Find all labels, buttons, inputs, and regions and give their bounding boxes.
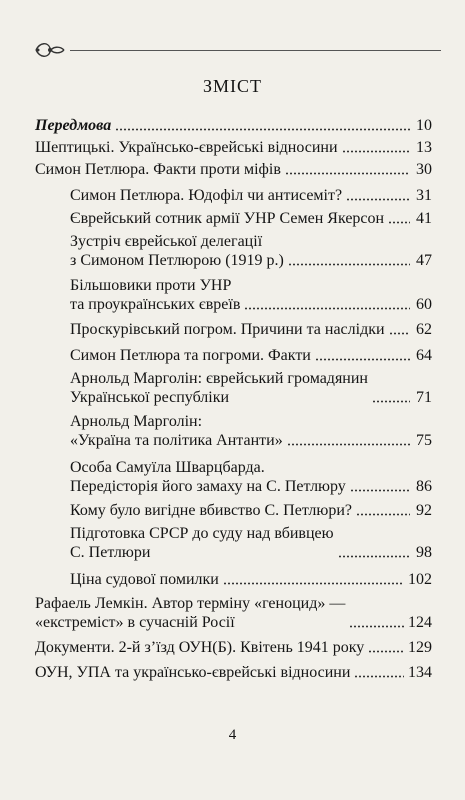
toc-entry-page: 92 bbox=[416, 502, 432, 519]
leader-dots bbox=[350, 489, 410, 492]
toc-entry[interactable] bbox=[35, 160, 432, 179]
toc-entry-title: Документи. 2-й з’їзд ОУН(Б). Квітень 1941 року bbox=[35, 639, 365, 656]
toc-entry[interactable] bbox=[70, 412, 432, 450]
leader-dots bbox=[349, 625, 404, 628]
toc-entry-page: 98 bbox=[416, 544, 432, 561]
toc-entry[interactable] bbox=[70, 232, 432, 270]
toc-entry-page: 13 bbox=[416, 139, 432, 156]
toc-entry[interactable] bbox=[35, 138, 432, 157]
toc-entry[interactable] bbox=[35, 594, 432, 632]
toc-entry[interactable] bbox=[70, 570, 432, 589]
leader-dots bbox=[285, 172, 410, 175]
toc-entry[interactable] bbox=[70, 369, 432, 407]
leader-dots bbox=[356, 513, 410, 516]
leader-dots bbox=[388, 221, 410, 224]
toc-entry-page: 86 bbox=[416, 478, 432, 495]
toc-entry[interactable] bbox=[70, 320, 432, 339]
toc-entry[interactable] bbox=[35, 116, 432, 135]
toc-entry-page: 31 bbox=[416, 187, 432, 204]
toc-entry-page: 102 bbox=[408, 571, 432, 588]
toc-entry-page: 30 bbox=[416, 161, 432, 178]
toc-entry-title: Проскурівський погром. Причини та наслідки bbox=[70, 321, 385, 338]
toc-entry[interactable] bbox=[70, 458, 432, 496]
leader-dots bbox=[346, 198, 410, 201]
toc-entry[interactable] bbox=[35, 663, 432, 682]
leader-dots bbox=[354, 675, 404, 678]
leader-dots bbox=[315, 358, 410, 361]
toc-entry-title: Єврейський сотник армії УНР Семен Якерсон bbox=[70, 210, 385, 227]
toc-entry-page: 62 bbox=[416, 321, 432, 338]
leader-dots bbox=[368, 650, 404, 653]
leader-dots bbox=[115, 128, 410, 131]
top-rule bbox=[70, 50, 441, 51]
toc-entry-title: Симон Петлюра та погроми. Факти bbox=[70, 347, 311, 364]
toc-entry-page: 71 bbox=[416, 389, 432, 406]
toc-entry-title: Симон Петлюра. Факти проти міфів bbox=[35, 161, 281, 178]
toc-entry-title: Ціна судової помилки bbox=[70, 571, 219, 588]
toc-entry-title: Шептицькі. Українсько-єврейські відносини bbox=[35, 139, 338, 156]
toc-entry[interactable] bbox=[70, 209, 432, 228]
toc-entry-title: Особа Самуїла Шварцбарда. Передісторія його замаху на С. Петлюру bbox=[70, 459, 346, 495]
toc-entry[interactable] bbox=[70, 524, 432, 562]
toc-entry-title: Рафаель Лемкін. Автор терміну «геноцид» — «екстреміст» в сучасній Росії bbox=[35, 595, 346, 631]
leader-dots bbox=[389, 332, 410, 335]
toc-entry-page: 47 bbox=[416, 252, 432, 269]
toc-entry-title: Передмова bbox=[35, 117, 112, 134]
leader-dots bbox=[287, 443, 410, 446]
decorative-ornament-icon bbox=[32, 38, 68, 62]
toc-entry-title: ОУН, УПА та українсько-єврейські відносини bbox=[35, 664, 351, 681]
toc-entry[interactable] bbox=[70, 276, 432, 314]
toc-entry-page: 129 bbox=[408, 639, 432, 656]
page-number: 4 bbox=[228, 727, 237, 743]
leader-dots bbox=[244, 307, 410, 310]
leader-dots bbox=[372, 400, 410, 403]
toc-entry-title: Арнольд Марголін: «Україна та політика Антанти» bbox=[70, 413, 283, 449]
toc-entry[interactable] bbox=[70, 186, 432, 205]
toc-entry-title: Підготовка СРСР до суду над вбивцею С. Петлюри bbox=[70, 525, 334, 561]
toc-entry-page: 41 bbox=[416, 210, 432, 227]
toc-entry-page: 60 bbox=[416, 296, 432, 313]
leader-dots bbox=[288, 263, 410, 266]
toc-entry[interactable] bbox=[70, 501, 432, 520]
toc-entry-page: 64 bbox=[416, 347, 432, 364]
toc-entry-page: 124 bbox=[408, 614, 432, 631]
toc-entry-page: 134 bbox=[408, 664, 432, 681]
page-title: ЗМІСТ bbox=[202, 76, 263, 96]
toc-entry-title: Арнольд Марголін: єврейський громадянин Української республіки bbox=[70, 370, 368, 406]
leader-dots bbox=[342, 150, 410, 153]
toc-entry-page: 10 bbox=[416, 117, 432, 134]
toc-entry-title: Зустріч єврейської делегації з Симоном Петлюрою (1919 р.) bbox=[70, 233, 284, 269]
toc-entry[interactable] bbox=[35, 638, 432, 657]
leader-dots bbox=[338, 555, 410, 558]
toc-entry-title: Симон Петлюра. Юдофіл чи антисеміт? bbox=[70, 187, 343, 204]
leader-dots bbox=[223, 582, 404, 585]
toc-entry[interactable] bbox=[70, 346, 432, 365]
toc-entry-title: Більшовики проти УНР та проукраїнських євреїв bbox=[70, 277, 241, 313]
toc-entry-title: Кому було вигідне вбивство С. Петлюри? bbox=[70, 502, 353, 519]
toc-entry-page: 75 bbox=[416, 432, 432, 449]
